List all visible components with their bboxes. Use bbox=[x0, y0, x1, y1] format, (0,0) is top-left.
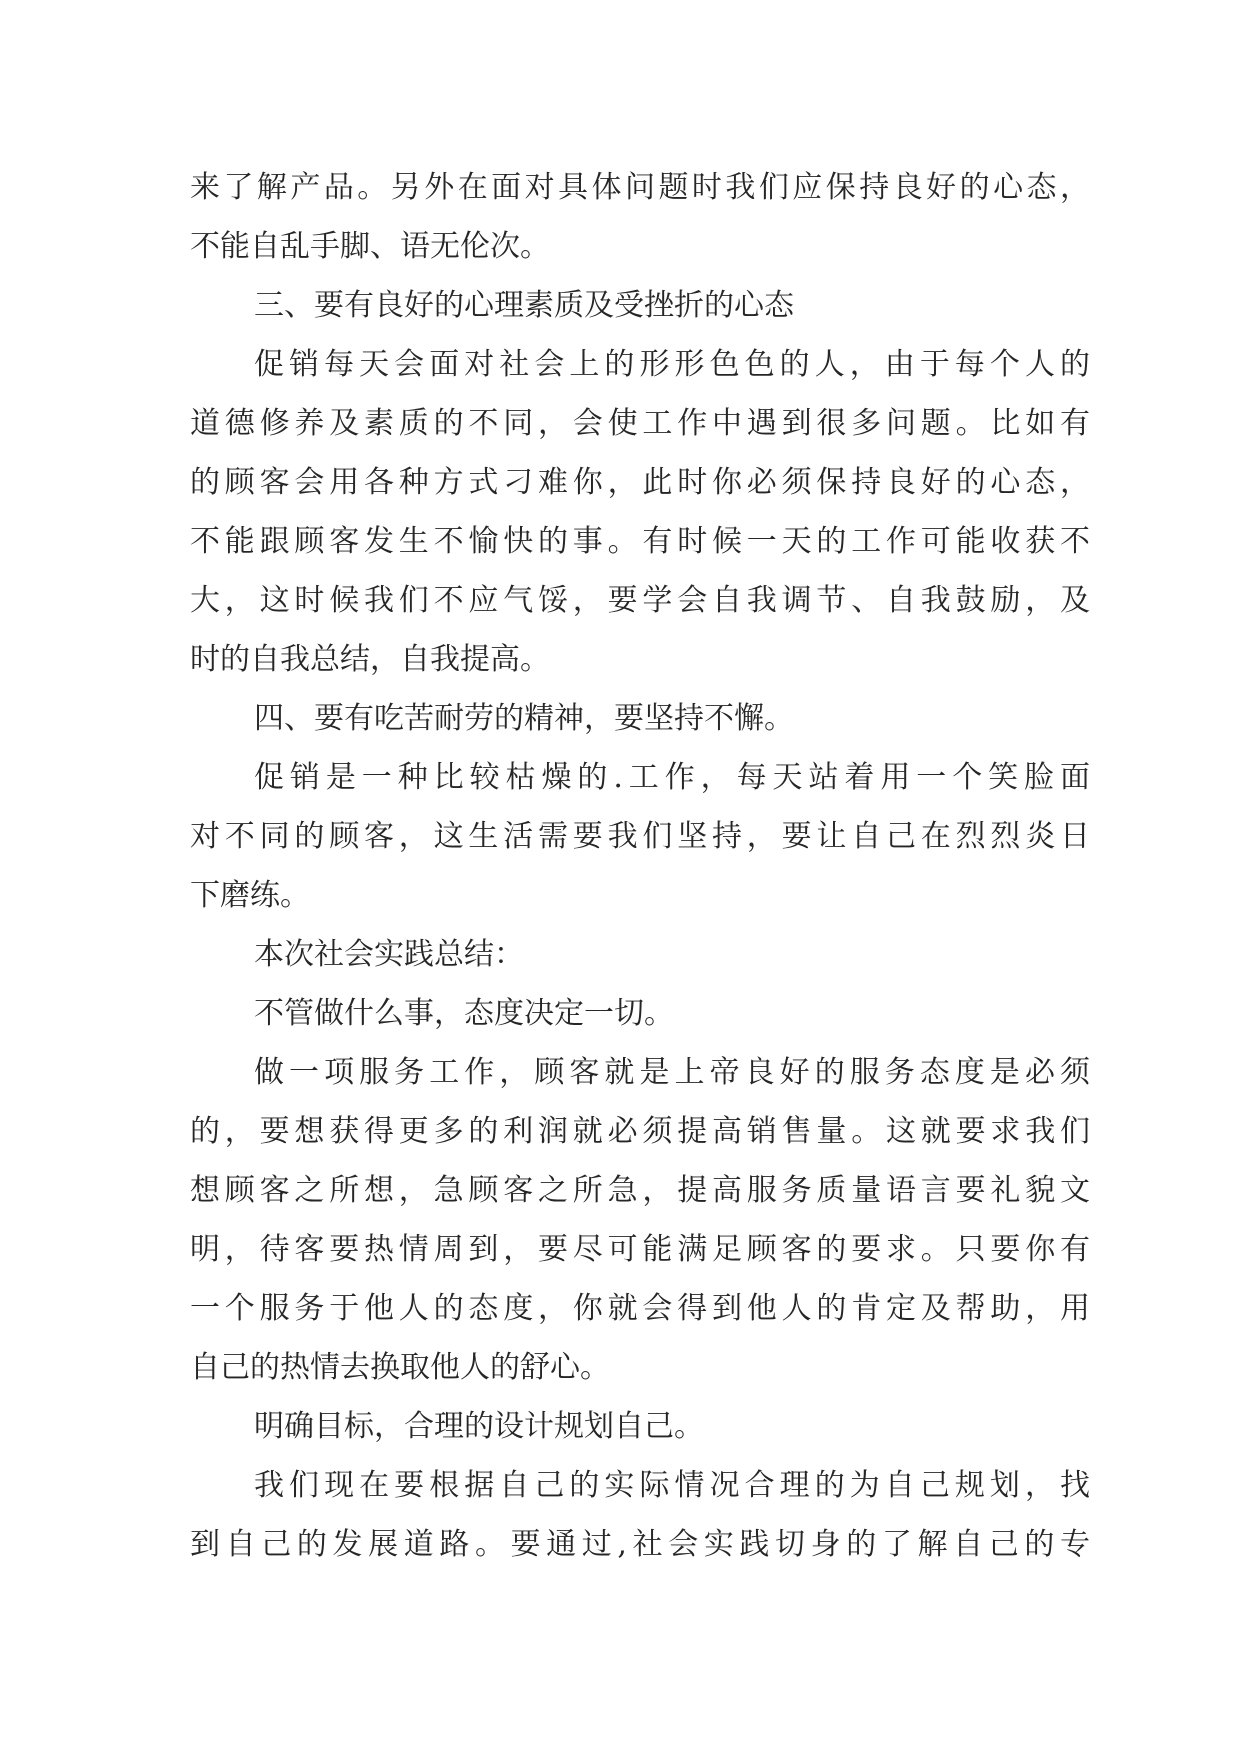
document-body bbox=[190, 158, 1090, 1574]
text-line: 促销是一种比较枯燥的.工作，每天站着用一个笑脸面 bbox=[254, 760, 1090, 795]
text-line: 明确目标，合理的设计规划自己。 bbox=[254, 1409, 704, 1444]
text-line: 四、要有吃苦耐劳的精神，要坚持不懈。 bbox=[254, 701, 794, 736]
text-line: 的顾客会用各种方式刁难你，此时你必须保持良好的心态， bbox=[190, 465, 1090, 500]
text-line: 自己的热情去换取他人的舒心。 bbox=[190, 1350, 610, 1385]
text-line: 下磨练。 bbox=[190, 878, 310, 913]
text-line: 本次社会实践总结： bbox=[254, 937, 524, 972]
text-line: 大，这时候我们不应气馁，要学会自我调节、自我鼓励，及 bbox=[190, 583, 1090, 618]
text-line: 道德修养及素质的不同，会使工作中遇到很多问题。比如有 bbox=[190, 406, 1090, 441]
text-line: 想顾客之所想，急顾客之所急，提高服务质量语言要礼貌文 bbox=[190, 1173, 1090, 1208]
text-line: 做一项服务工作，顾客就是上帝良好的服务态度是必须 bbox=[254, 1055, 1090, 1090]
text-line: 明，待客要热情周到，要尽可能满足顾客的要求。只要你有 bbox=[190, 1232, 1090, 1267]
text-line: 促销每天会面对社会上的形形色色的人，由于每个人的 bbox=[254, 347, 1090, 382]
text-line: 来了解产品。另外在面对具体问题时我们应保持良好的心态， bbox=[190, 170, 1090, 205]
text-line: 一个服务于他人的态度，你就会得到他人的肯定及帮助，用 bbox=[190, 1291, 1090, 1326]
text-line: 不能跟顾客发生不愉快的事。有时候一天的工作可能收获不 bbox=[190, 524, 1090, 559]
text-line: 不能自乱手脚、语无伦次。 bbox=[190, 229, 550, 264]
text-line: 三、要有良好的心理素质及受挫折的心态 bbox=[254, 288, 794, 323]
text-line: 我们现在要根据自己的实际情况合理的为自己规划，找 bbox=[254, 1468, 1090, 1503]
text-line: 到自己的发展道路。要通过,社会实践切身的了解自己的专 bbox=[190, 1527, 1090, 1562]
text-line: 对不同的顾客，这生活需要我们坚持，要让自己在烈烈炎日 bbox=[190, 819, 1090, 854]
text-line: 不管做什么事，态度决定一切。 bbox=[254, 996, 674, 1031]
text-line: 的，要想获得更多的利润就必须提高销售量。这就要求我们 bbox=[190, 1114, 1090, 1149]
text-line: 时的自我总结，自我提高。 bbox=[190, 642, 550, 677]
